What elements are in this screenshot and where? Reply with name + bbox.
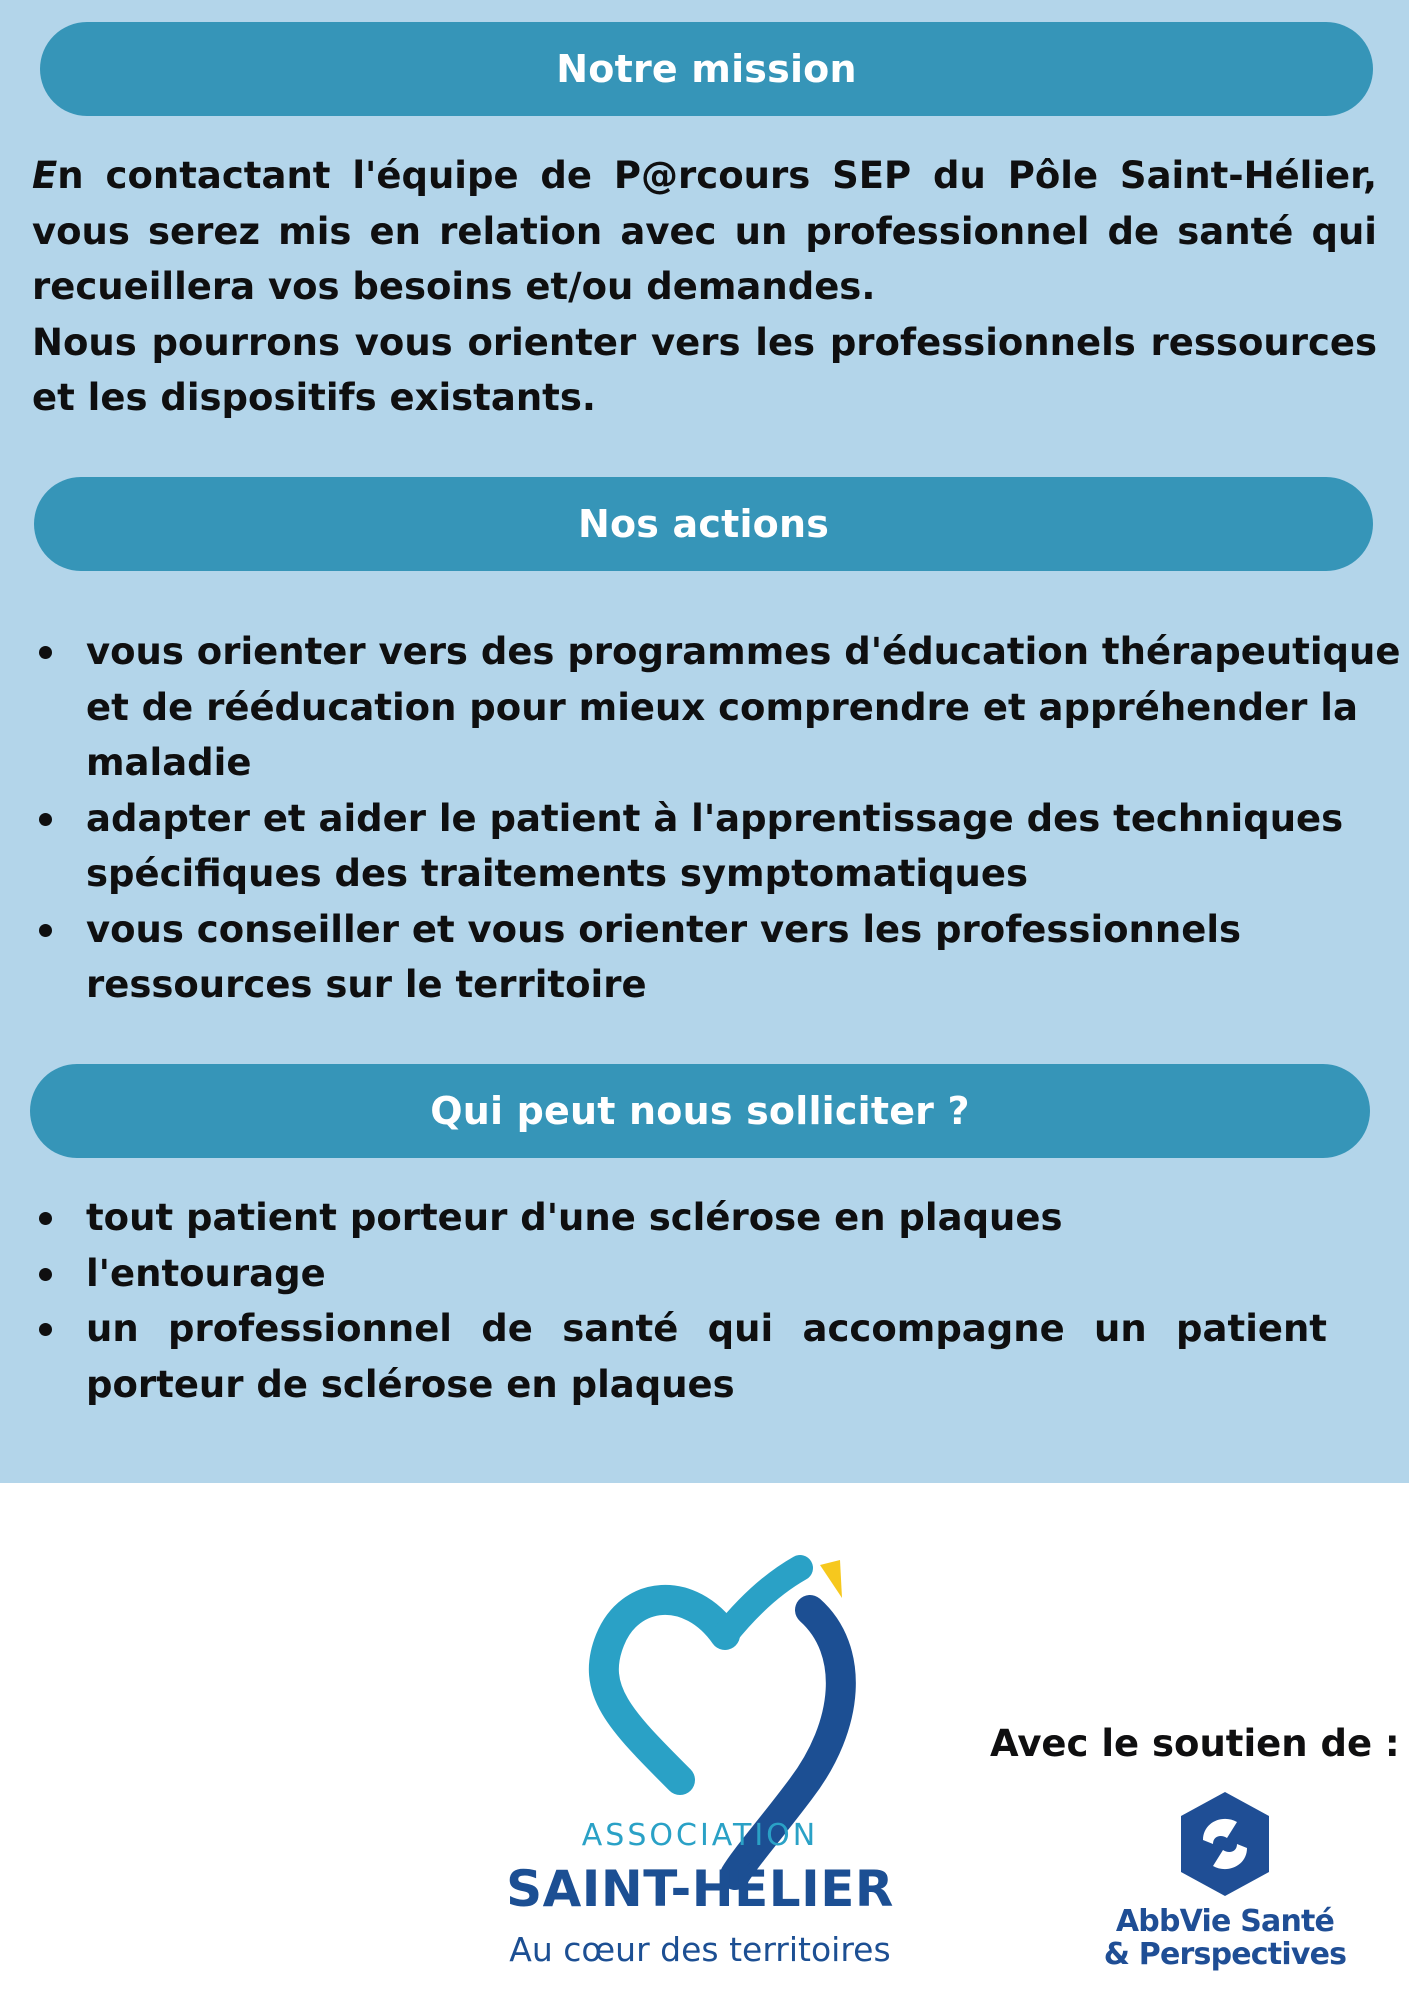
- mission-title: Notre mission: [556, 47, 857, 91]
- bullet-dot-icon: [39, 1212, 52, 1225]
- list-item-text: vous orienter vers des programmes d'éducation thérapeutique et de rééducation pour mieux comprendre et appréhender la maladie: [86, 630, 1401, 784]
- list-item-text: l'entourage: [86, 1251, 326, 1295]
- actions-title: Nos actions: [577, 502, 830, 546]
- mission-paragraph-1: [32, 148, 1377, 315]
- bullet-dot-icon: [39, 646, 52, 659]
- list-item: [32, 902, 1402, 1013]
- mission-first-letter: E: [32, 154, 58, 197]
- who-title: Qui peut nous solliciter ?: [430, 1089, 970, 1133]
- mission-paragraph-1-rest: n contactant l'équipe de P@rcours SEP du Pôle Saint-Hélier, vous serez mis en relation avec un professionnel de santé qui recueillera vos besoins et/ou demandes.: [32, 154, 1377, 308]
- mission-paragraph-2: Nous pourrons vous orienter vers les professionnels ressources et les dispositifs existants.: [32, 320, 1377, 419]
- bullet-dot-icon: [39, 1268, 52, 1281]
- actions-list: [32, 624, 1402, 1013]
- list-item-text: vous conseiller et vous orienter vers les professionnels ressources sur le territoire: [86, 907, 1242, 1006]
- bullet-dot-icon: [39, 924, 52, 937]
- association-tagline: Au cœur des territoires: [509, 1930, 891, 1969]
- mission-text: [32, 148, 1377, 426]
- abbvie-logo-icon: [1173, 1788, 1277, 1900]
- sponsor-line-1: AbbVie Santé: [1115, 1904, 1335, 1939]
- list-item-text: adapter et aider le patient à l'apprentissage des techniques spécifiques des traitements symptomatiques: [86, 796, 1344, 895]
- support-label: Avec le soutien de :: [990, 1722, 1400, 1765]
- list-item: [32, 1301, 1327, 1412]
- association-name: SAINT-HÉLIER: [506, 1860, 894, 1918]
- list-item: [32, 1190, 1327, 1246]
- who-header: [30, 1064, 1370, 1158]
- mission-header: [40, 22, 1373, 116]
- sponsor-name: [1090, 1905, 1360, 1971]
- association-label: ASSOCIATION: [581, 1818, 819, 1853]
- list-item-text: tout patient porteur d'une sclérose en plaques: [86, 1196, 1063, 1239]
- bullet-dot-icon: [39, 1323, 52, 1336]
- list-item: [32, 624, 1402, 791]
- who-list: [32, 1190, 1327, 1412]
- list-item-text: un professionnel de santé qui accompagne un patient porteur de sclérose en plaques: [86, 1307, 1327, 1406]
- bullet-dot-icon: [39, 813, 52, 826]
- sponsor-line-2: & Perspectives: [1103, 1937, 1347, 1972]
- list-item: [32, 1246, 1327, 1302]
- list-item: [32, 791, 1402, 902]
- association-heart-logo-icon: [480, 1540, 940, 1990]
- actions-header: [34, 477, 1373, 571]
